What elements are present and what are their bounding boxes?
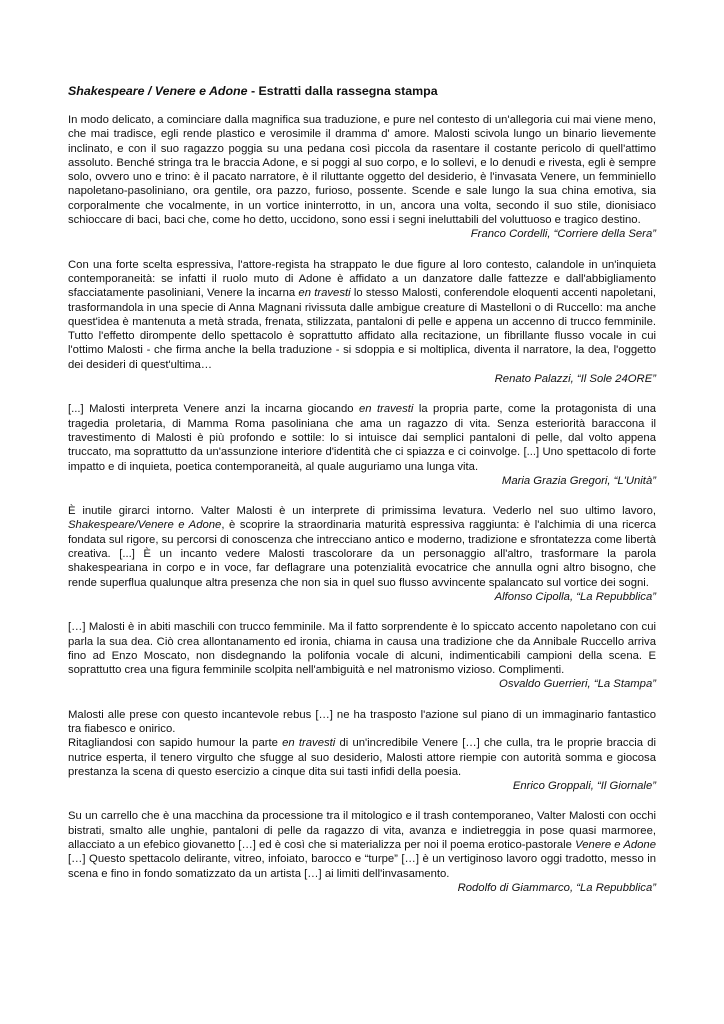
title-italic: Shakespeare / Venere e Adone: [68, 84, 248, 98]
italic-phrase: Shakespeare/Venere e Adone: [68, 519, 222, 532]
review-block: [68, 258, 656, 387]
review-text: [68, 736, 656, 779]
text-segment: È inutile girarci intorno. Valter Malosti è un interprete di primissima levatura. Vederlo nel suo ultimo lavoro,: [68, 505, 656, 518]
review-block: [68, 620, 656, 691]
text-segment: Malosti alle prese con questo incantevole rebus […] ne ha trasposto l'azione sul piano di un immaginario fantastico tra fiabesco e onirico.: [68, 708, 656, 735]
italic-phrase: Venere e Adone: [575, 839, 657, 852]
text-segment: lo stesso Malosti, conferendole eloquenti accenti napoletani, trasformandola in una specie di Anna Magnani rivissuta dalle ambigue creature di Mastelloni o di Ruccello: ma anche quest'idea è mantenuta a metà strada, frenata, stilizzata, pantaloni di pelle e appena un accenno di trucco femminile. Tutto l'effetto dirompente dello spettacolo è soprattutto affidato alla recitazione, un fibrillante flusso vocale in cui l'ottimo Malosti - che firma anche la bella traduzione - si sdoppia e si moltiplica, diventa il narratore, la dea, l'oggetto dei desideri di quest'ultima…: [68, 287, 656, 371]
review-block: [68, 113, 656, 242]
review-block: [68, 708, 656, 794]
text-segment: Su un carrello che è una macchina da processione tra il mitologico e il trash contemporaneo, Valter Malosti con occhi bistrati, smalto alle unghie, pantaloni di pelle da ragazzo di vita, avanza e indietreggia in pose quasi marmoree, allacciato a un efebico giovanetto […] ed è così che si materializza per noi il poema erotico-pastorale: [68, 810, 656, 852]
review-signature: Osvaldo Guerrieri, “La Stampa”: [499, 678, 656, 691]
review-signature: Renato Palazzi, “Il Sole 24ORE”: [494, 373, 656, 386]
text-segment: […] Malosti è in abiti maschili con trucco femminile. Ma il fatto sorprendente è lo spiccato accento napoletano con cui parla la sua dea. Ciò crea allontanamento ed ironia, chiama in causa una tradizione che da Annibale Ruccello arriva fino ad Enzo Moscato, non disdegnando la polifonia vocale di alcuni, indimenticabili campioni della scena. E soprattutto crea una figura femminile scolpita nell'ambiguità e nel matronismo vizioso. Complimenti.: [68, 621, 656, 677]
review-text: [68, 620, 656, 677]
review-text: [68, 809, 656, 880]
review-signature: Maria Grazia Gregori, “L'Unità”: [501, 474, 656, 487]
text-segment: Con una forte scelta espressiva, l'attore-regista ha strappato le due figure al loro contesto, calandole in un'inquieta contemporaneità: se infatti il ruolo muto di Adone è affidato a un danzatore dalle fattezze e dall'abbigliamento sfacciatamente pasoliniani, Venere la incarna: [68, 258, 656, 300]
text-segment: [...] Malosti interpreta Venere anzi la incarna giocando: [68, 403, 359, 416]
review-block: [68, 504, 656, 604]
review-block: [68, 402, 656, 488]
review-text: [68, 113, 656, 227]
review-signature: Alfonso Cipolla, “La Repubblica”: [494, 590, 656, 603]
review-text: [68, 402, 656, 473]
italic-phrase: en travesti: [282, 737, 336, 750]
review-block: [68, 809, 656, 895]
italic-phrase: en travesti: [358, 403, 414, 416]
text-segment: di un'incredibile Venere […] che culla, tra le proprie braccia di nutrice esperta, il tenero virgulto che sfugge al suo desiderio, Malosti attore riempie con autorità somma e giocosa prestanza la scena di questo esercizio a cinque dita sui tasti infidi della poesia.: [68, 737, 656, 778]
review-signature: Franco Cordelli, “Corriere della Sera”: [470, 228, 656, 241]
text-segment: Ritagliandosi con sapido humour la parte: [68, 737, 283, 750]
text-segment: la propria parte, come la protagonista di una tragedia proletaria, di Mamma Roma pasoliniana che ama un ragazzo di vita. Senza esteriorità baraccona il travestimento di Malosti è più profondo e sottile: lo si intuisce dai semplici pantaloni di pelle, dal volto appena truccato, ma soprattutto da un'assunzione interiore d'identità che ci spiazza e ci coinvolge. [...] Uno spettacolo di forte impatto e di inquieta, poetica contemporaneità, al quale auguriamo una lunga vita.: [68, 403, 656, 473]
document-title: [68, 84, 656, 99]
text-segment: In modo delicato, a cominciare dalla magnifica sua traduzione, e pure nel contesto di un'allegoria cui mai viene meno, che mai tradisce, egli rende plastico e verosimile il dramma d' amore. Malosti scivola lungo un binario lievemente inclinato, e con il suo ragazzo poggia su una pedana così piccola da rasentare il costante pericolo di quell'attimo assoluto. Benché stringa tra le braccia Adone, e si poggi al suo corpo, e lo sollevi, e lo denudi e rivesta, egli è sempre solo, ovvero uno e trino: è il pacato narratore, è il riluttante oggetto del desiderio, è l'invasata Venere, un femminiello napoletano-pasoliniano, ora gentile, ora pazzo, furioso, possente. Scende e sale lungo la sua china emotiva, sia corporalmente che vocalmente, in un vortice ininterrotto, in un, ancora una volta, secondo il suo stile, dionisiaco schioccare di baci, baci che, come ho detto, uccidono, sono essi i segni ineluttabili del voluttuoso e tragico destino.: [68, 114, 656, 227]
review-text: [68, 708, 656, 737]
review-signature: Rodolfo di Giammarco, “La Repubblica”: [457, 881, 656, 894]
text-segment: , è scoprire la straordinaria maturità espressiva raggiunta: è l'alchimia di una ricerca fondata sul rigore, su percorsi di conoscenza che intrecciano antico e moderno, tradizione e sfrontatezza come libertà creativa. [...] È un incanto vedere Malosti trascolorare da un personaggio all'altro, trasformare la parola shakespeariana in corpo e in voce, far deflagrare una potenzialità evocatrice che annulla ogni altro bisogno, che rende superflua qualunque altra presenza che non sia in quel suo flusso avvincente spalancato sul vortice dei sogni.: [68, 519, 656, 589]
document-page: [68, 84, 656, 911]
italic-phrase: en travesti: [298, 287, 351, 300]
review-list: [68, 113, 656, 895]
text-segment: […] Questo spettacolo delirante, vitreo, infoiato, barocco e “turpe” […] è un vertiginoso lavoro oggi tradotto, messo in scena e fino in fondo somatizzato da un artista […] ai limiti dell'invasamento.: [68, 853, 656, 880]
review-signature: Enrico Groppali, “Il Giornale”: [512, 780, 656, 793]
review-text: [68, 258, 656, 372]
title-rest: - Estratti dalla rassegna stampa: [247, 84, 438, 98]
review-text: [68, 504, 656, 590]
